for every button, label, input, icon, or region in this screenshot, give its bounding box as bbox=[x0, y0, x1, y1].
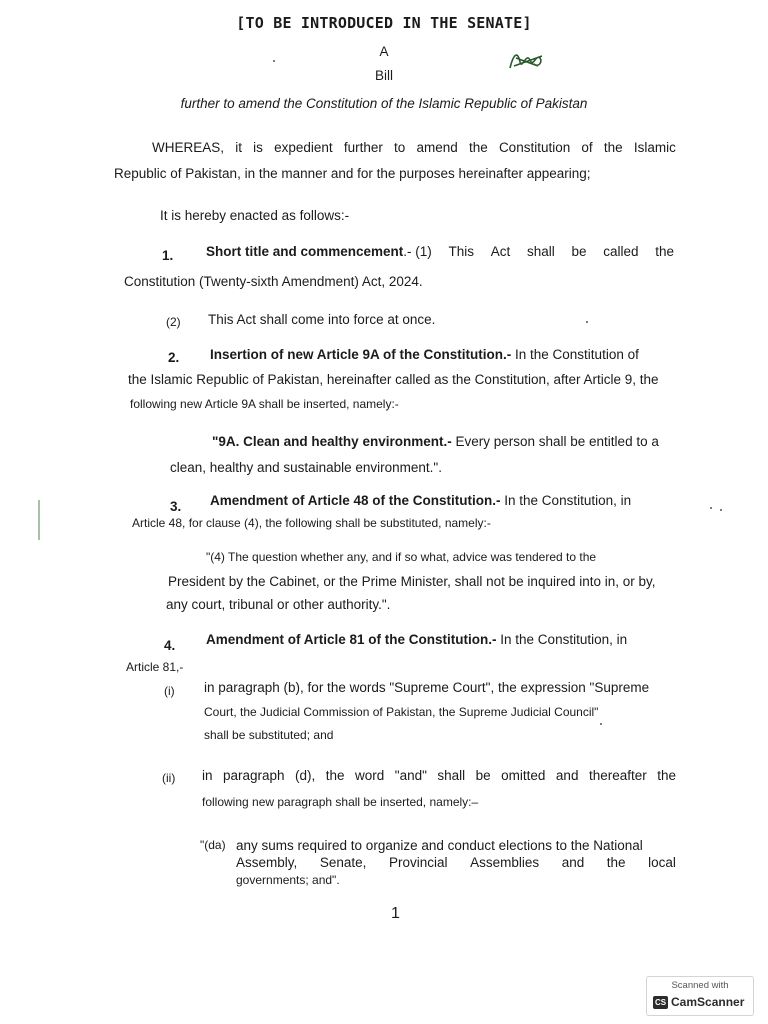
section-4-line-1 bbox=[206, 632, 627, 647]
article-a: A bbox=[379, 44, 389, 59]
section-3-quote-line-2: President by the Cabinet, or the Prime Minister, shall not be inquired into in, or by, bbox=[168, 574, 656, 589]
section-1-sub-1-text bbox=[415, 244, 674, 259]
preamble-word: is bbox=[253, 140, 263, 155]
preamble-word: expedient bbox=[274, 140, 333, 155]
section-2-quote-line-1 bbox=[212, 434, 659, 449]
bill-subtitle: further to amend the Constitution of the Islamic Republic of Pakistan bbox=[180, 96, 588, 111]
scan-speck bbox=[710, 507, 712, 509]
clause-ii-word: and bbox=[555, 768, 579, 783]
preamble-line-1 bbox=[152, 140, 676, 155]
preamble-word: Islamic bbox=[633, 140, 676, 155]
clause-ii-word: (d), bbox=[295, 768, 316, 783]
paragraph-da-number: "(da) bbox=[200, 838, 226, 852]
section-1-heading: Short title and commencement bbox=[206, 244, 404, 259]
margin-mark bbox=[38, 500, 40, 540]
document-header: [TO BE INTRODUCED IN THE SENATE] bbox=[236, 14, 532, 32]
enacted-line: It is hereby enacted as follows:- bbox=[160, 208, 350, 223]
clause-i-line-2: Court, the Judicial Commission of Pakistan, the Supreme Judicial Council" bbox=[204, 705, 599, 719]
preamble-word: amend bbox=[416, 140, 458, 155]
paragraph-da-line-2 bbox=[236, 855, 676, 870]
section-2-number: 2. bbox=[168, 350, 180, 365]
preamble-line-2: Republic of Pakistan, in the manner and for the purposes hereinafter appearing; bbox=[114, 166, 591, 181]
clause-i-line-1: in paragraph (b), for the words "Supreme Court", the expression "Supreme bbox=[204, 680, 650, 695]
clause-ii-word: omitted bbox=[501, 768, 546, 783]
article-9a-text: Every person shall be entitled to a bbox=[455, 434, 659, 449]
section-4-heading: Amendment of Article 81 of the Constitution.- bbox=[206, 632, 497, 647]
paragraph-da-word: and bbox=[561, 855, 585, 870]
clause-ii-word: in bbox=[202, 768, 213, 783]
section-2-heading-tail: In the Constitution of bbox=[515, 347, 639, 362]
section-4-line-2: Article 81,- bbox=[126, 660, 184, 674]
clause-ii-word: paragraph bbox=[223, 768, 285, 783]
section-2-heading: Insertion of new Article 9A of the Constitution.- bbox=[210, 347, 512, 362]
section-1-word: (1) bbox=[415, 244, 432, 259]
clause-i-number: (i) bbox=[164, 684, 175, 698]
section-2-line-3: following new Article 9A shall be inserted, namely:- bbox=[130, 397, 399, 411]
paragraph-da-line-3: governments; and". bbox=[236, 873, 340, 887]
scan-speck bbox=[273, 60, 275, 62]
article-9a-heading: "9A. Clean and healthy environment.- bbox=[212, 434, 452, 449]
section-1-word: called bbox=[603, 244, 639, 259]
clause-ii-number: (ii) bbox=[162, 771, 176, 785]
section-4-number: 4. bbox=[164, 638, 176, 653]
section-3-heading: Amendment of Article 48 of the Constitution.- bbox=[210, 493, 501, 508]
preamble-word: to bbox=[394, 140, 406, 155]
section-1-line-1 bbox=[206, 244, 674, 259]
section-2-quote-line-2: clean, healthy and sustainable environment.". bbox=[170, 460, 442, 475]
clause-ii-word: the bbox=[657, 768, 676, 783]
scan-speck bbox=[586, 321, 588, 323]
section-3-number: 3. bbox=[170, 499, 182, 514]
section-1-heading-sep: .- bbox=[403, 244, 416, 259]
clause-ii-word: be bbox=[475, 768, 491, 783]
section-3-line-2: Article 48, for clause (4), the following shall be substituted, namely:- bbox=[132, 516, 491, 530]
section-1-word: This bbox=[448, 244, 475, 259]
signature-mark bbox=[508, 48, 546, 74]
bill-label: Bill bbox=[374, 68, 393, 83]
watermark-brand-row bbox=[653, 994, 744, 1010]
section-4-heading-tail: In the Constitution, in bbox=[500, 632, 628, 647]
camscanner-watermark bbox=[646, 976, 754, 1016]
preamble-word: of bbox=[581, 140, 593, 155]
paragraph-da-word: Senate, bbox=[319, 855, 367, 870]
preamble-word: the bbox=[603, 140, 623, 155]
section-3-line-1 bbox=[210, 493, 631, 508]
paragraph-da-word: Assemblies bbox=[470, 855, 540, 870]
section-3-heading-tail: In the Constitution, in bbox=[504, 493, 632, 508]
preamble-word: further bbox=[343, 140, 383, 155]
section-1-word: shall bbox=[526, 244, 555, 259]
paragraph-da-word: Assembly, bbox=[236, 855, 298, 870]
paragraph-da-word: local bbox=[648, 855, 676, 870]
preamble-word: WHEREAS, bbox=[152, 140, 225, 155]
clause-ii-word: shall bbox=[437, 768, 466, 783]
section-3-quote-line-1: "(4) The question whether any, and if so what, advice was tendered to the bbox=[206, 550, 597, 564]
section-1-word: the bbox=[655, 244, 674, 259]
section-3-quote-line-3: any court, tribunal or other authority.". bbox=[166, 597, 391, 612]
clause-ii-line-2: following new paragraph shall be inserted, namely:– bbox=[202, 795, 479, 809]
section-1-word: be bbox=[571, 244, 587, 259]
section-1-word: Act bbox=[490, 244, 511, 259]
paragraph-da-word: the bbox=[606, 855, 626, 870]
section-2-line-1 bbox=[210, 347, 639, 362]
section-1-line-2: Constitution (Twenty-sixth Amendment) Act, 2024. bbox=[124, 274, 423, 289]
clause-ii-word: thereafter bbox=[588, 768, 647, 783]
section-1-sub-2-text: This Act shall come into force at once. bbox=[208, 312, 436, 327]
section-1-number: 1. bbox=[162, 248, 174, 263]
section-2-line-2: the Islamic Republic of Pakistan, hereinafter called as the Constitution, after Article 9, the bbox=[128, 372, 659, 387]
scan-speck bbox=[720, 509, 722, 511]
section-1-sub-2-number: (2) bbox=[166, 315, 181, 329]
paragraph-da-word: Provincial bbox=[388, 855, 448, 870]
camscanner-logo-icon: CS bbox=[654, 997, 667, 1007]
preamble-word: the bbox=[468, 140, 488, 155]
watermark-brand-name: CamScanner bbox=[671, 995, 745, 1009]
clause-ii-word: the bbox=[325, 768, 345, 783]
preamble-word: Constitution bbox=[498, 140, 571, 155]
clause-ii-word: "and" bbox=[394, 768, 427, 783]
scan-speck bbox=[600, 723, 602, 725]
page-number: 1 bbox=[391, 905, 400, 922]
preamble-word: it bbox=[235, 140, 242, 155]
clause-i-line-3: shall be substituted; and bbox=[204, 728, 334, 742]
clause-ii-word: word bbox=[355, 768, 385, 783]
watermark-top-text: Scanned with bbox=[671, 980, 729, 991]
paragraph-da-line-1: any sums required to organize and conduct elections to the National bbox=[236, 838, 643, 853]
clause-ii-line-1 bbox=[202, 768, 676, 783]
